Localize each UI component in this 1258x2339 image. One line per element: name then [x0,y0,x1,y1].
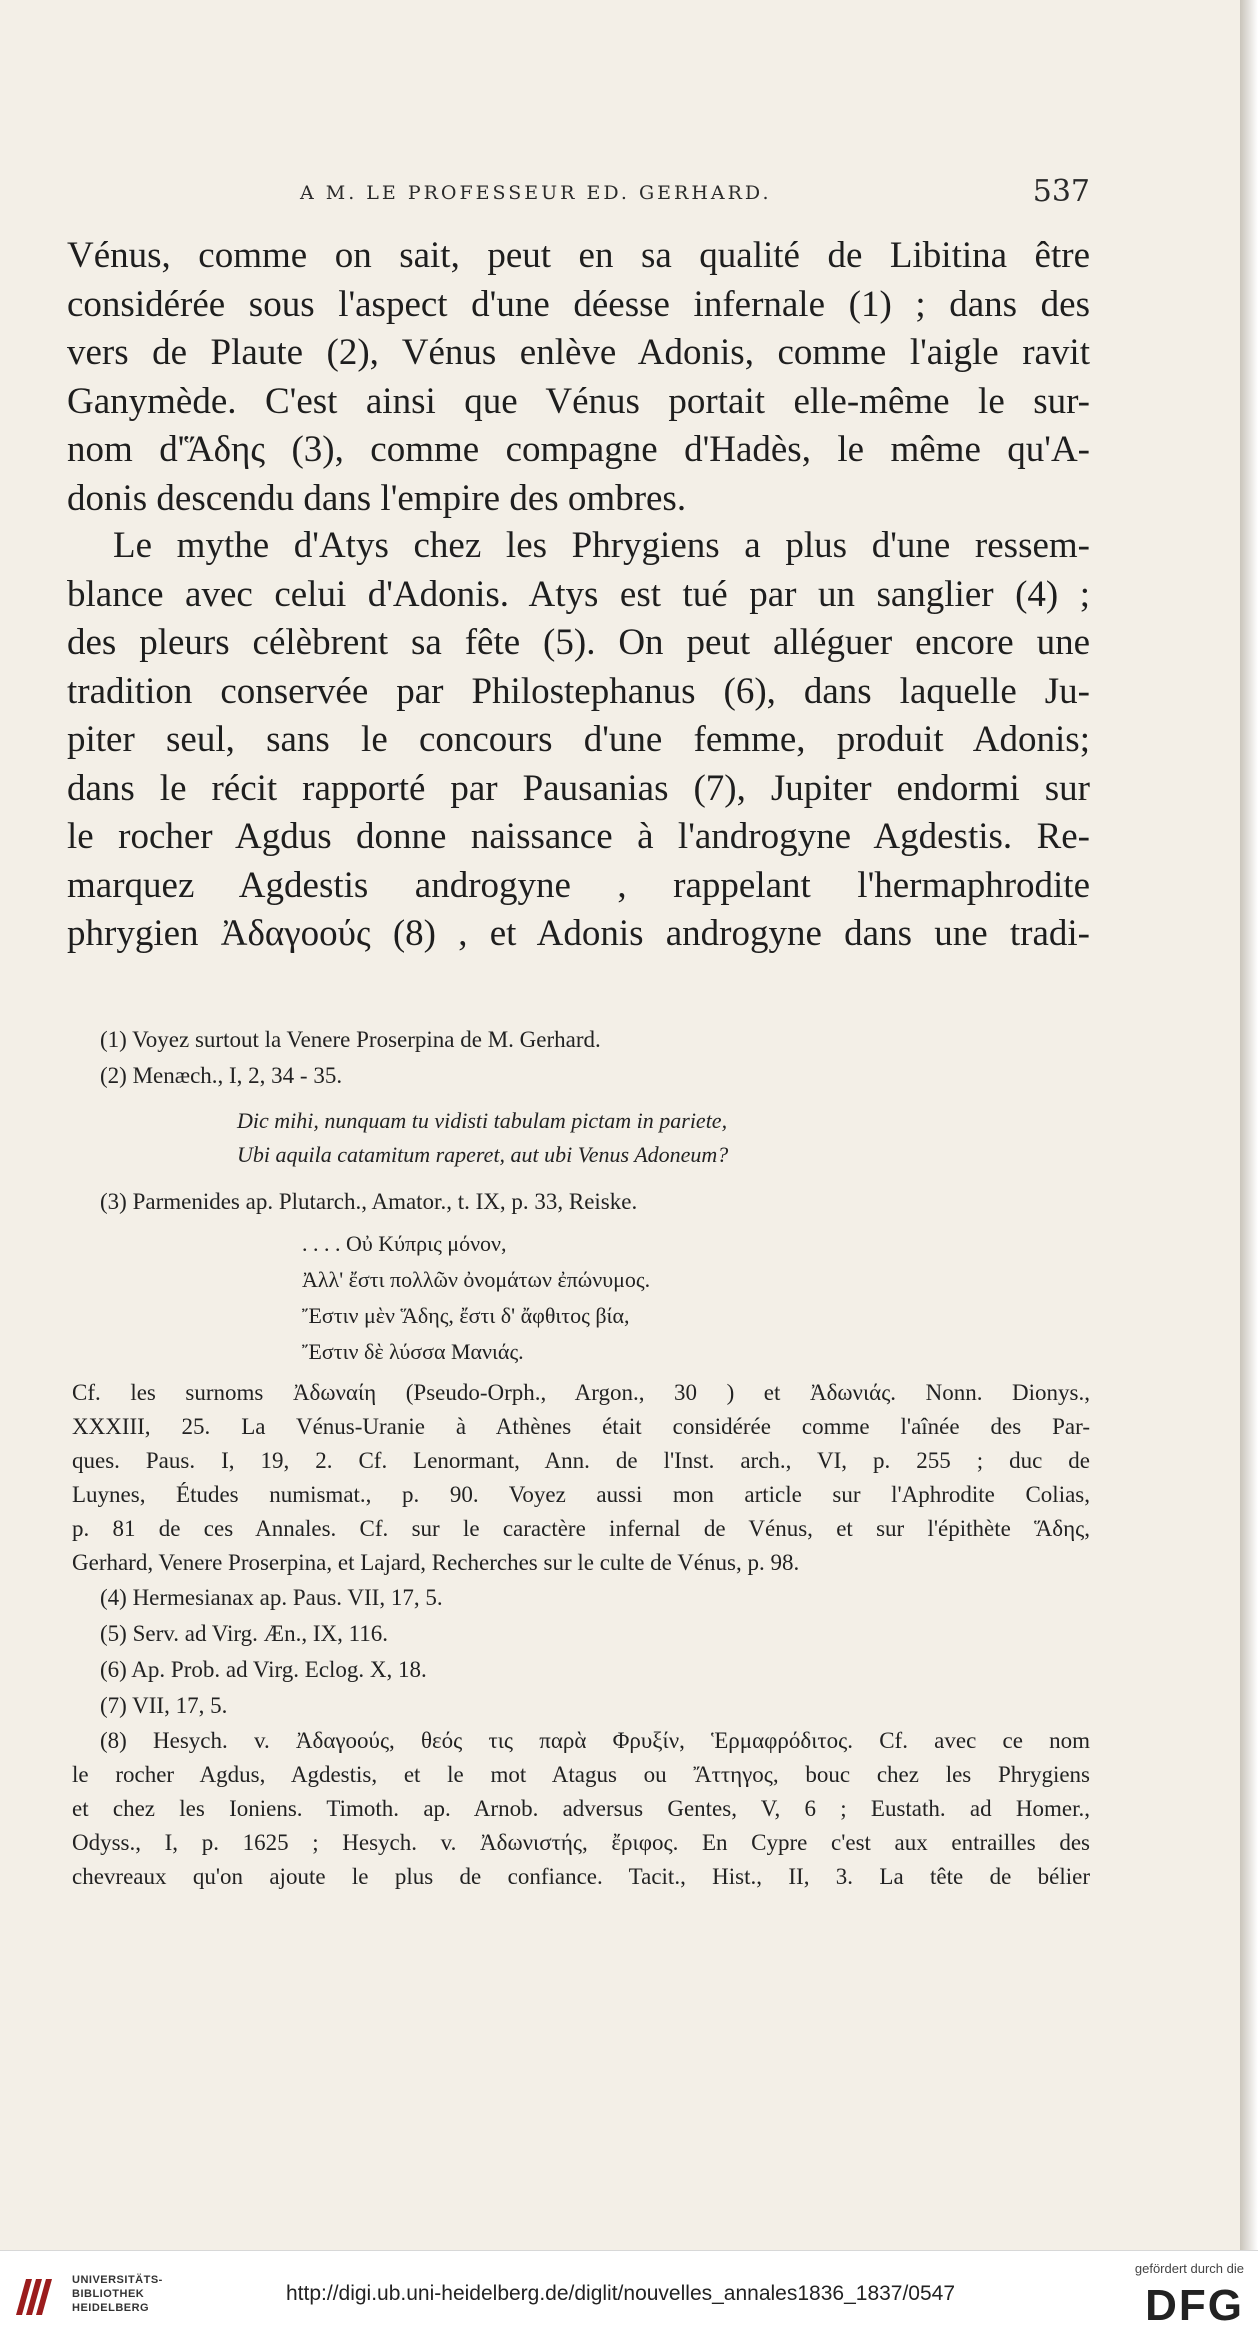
text-line: Ganymède. C'est ainsi que Vénus portait elle-même le sur- [67,380,1090,422]
footnote-3-continuation: Gerhard, Venere Proserpina, et Lajard, Recherches sur le culte de Vénus, p. 98. [72,1550,800,1575]
verse-line: Dic mihi, nunquam tu vidisti tabulam pictam in pariete, [237,1108,728,1133]
text-line: piter seul, sans le concours d'une femme, produit Adonis; [67,719,1090,760]
greek-quote-line: Ἀλλ' ἔστι πολλῶν ὀνομάτων ἐπώνυμος. [302,1267,651,1292]
paragraph-2 [67,522,1090,959]
footnote-3-continuation: Luynes, Études numismat., p. 90. Voyez aussi mon article sur l'Aphrodite Colias, [72,1482,1090,1507]
text-line: Vénus, comme on sait, peut en sa qualité de Libitina être [67,235,1090,276]
text-line: marquez Agdestis androgyne , rappelant l'hermaphrodite [67,864,1090,906]
greek-quote-line: . . . . Οὐ Κύπρις μόνον, [302,1231,507,1256]
footnote-4: (4) Hermesianax ap. Paus. VII, 17, 5. [100,1585,443,1610]
footnote-3-continuation: Cf. les surnoms Ἀδωναίη (Pseudo-Orph., Argon., 30 ) et Ἀδωνιάς. Nonn. Dionys., [72,1380,1090,1405]
footnote-6: (6) Ap. Prob. ad Virg. Eclog. X, 18. [100,1657,427,1682]
footnotes [72,1022,1090,1894]
university-library-logo-icon [12,2273,58,2319]
text-line: tradition conservée par Philostephanus (6), dans laquelle Ju- [67,670,1090,712]
greek-quote-line: Ἔστιν μὲν Ἅδης, ἔστι δ' ἄφθιτος βία, [302,1303,630,1328]
footnote-2: (2) Menæch., I, 2, 34 - 35. [100,1063,343,1088]
text-line: considérée sous l'aspect d'une déesse infernale (1) ; dans des [67,283,1090,325]
text-line: vers de Plaute (2), Vénus enlève Adonis, comme l'aigle ravit [67,332,1090,373]
permalink-url[interactable]: http://digi.ub.uni-heidelberg.de/diglit/nouvelles_annales1836_1837/0547 [286,2282,956,2305]
text-line: des pleurs célèbrent sa fête (5). On peut alléguer encore une [67,622,1090,663]
viewer-footer [0,2250,1258,2339]
footnote-8-continuation: le rocher Agdus, Agdestis, et le mot Atagus ou Ἄττηγος, bouc chez les Phrygiens [72,1762,1090,1787]
text-line: dans le récit rapporté par Pausanias (7), Jupiter endormi sur [67,767,1090,809]
library-name-line: BIBLIOTHEK [72,2288,145,2300]
library-name-line: UNIVERSITÄTS- [72,2274,163,2286]
running-title: A M. LE PROFESSEUR ED. GERHARD. [300,182,772,204]
page-number: 537 [1032,174,1090,209]
text-line: blance avec celui d'Adonis. Atys est tué par un sanglier (4) ; [67,573,1090,615]
library-name [72,2273,163,2315]
footnote-1: (1) Voyez surtout la Venere Proserpina de M. Gerhard. [100,1027,601,1052]
footnote-3-continuation: XXXIII, 25. La Vénus-Uranie à Athènes était considérée comme l'aînée des Par- [72,1414,1090,1439]
text-line: le rocher Agdus donne naissance à l'androgyne Agdestis. Re- [67,816,1090,857]
library-name-line: HEIDELBERG [72,2302,150,2314]
text-line: Le mythe d'Atys chez les Phrygiens a plus d'une ressem- [113,525,1090,566]
dfg-logo: DFG [1145,2281,1244,2330]
text-line: nom d'Ἅδης (3), comme compagne d'Hadès, le même qu'A- [67,429,1090,470]
greek-quote-line: Ἔστιν δὲ λύσσα Μανιάς. [302,1339,524,1364]
footnote-8: (8) Hesych. v. Ἀδαγοούς, θεός τις παρὰ Φρυξίν, Ἑρμαφρόδιτος. Cf. avec ce nom [100,1728,1090,1753]
verse-line: Ubi aquila catamitum raperet, aut ubi Venus Adoneum? [237,1142,729,1167]
footnote-8-continuation: chevreaux qu'on ajoute le plus de confiance. Tacit., Hist., II, 3. La tête de bélier [72,1864,1090,1889]
footnote-7: (7) VII, 17, 5. [100,1693,228,1718]
footnote-3-continuation: ques. Paus. I, 19, 2. Cf. Lenormant, Ann. de l'Inst. arch., VI, p. 255 ; duc de [72,1448,1090,1473]
text-line: donis descendu dans l'empire des ombres. [67,477,687,519]
footnote-3-continuation: p. 81 de ces Annales. Cf. sur le caractère infernal de Vénus, et sur l'épithète Ἅδης, [72,1516,1090,1541]
footnote-5: (5) Serv. ad Virg. Æn., IX, 116. [100,1621,389,1646]
footnote-8-continuation: Odyss., I, p. 1625 ; Hesych. v. Ἀδωνιστής, ἔριφος. En Cypre c'est aux entrailles des [72,1830,1090,1855]
footnote-8-continuation: et chez les Ioniens. Timoth. ap. Arnob. adversus Gentes, V, 6 ; Eustath. ad Homer., [72,1796,1090,1821]
footnote-3: (3) Parmenides ap. Plutarch., Amator., t. IX, p. 33, Reiske. [100,1189,638,1214]
page-edge-shadow [1240,0,1258,2250]
funded-by-label: gefördert durch die [1134,2261,1244,2276]
text-line: phrygien Ἀδαγοούς (8) , et Adonis androgyne dans une tradi- [67,913,1090,954]
paragraph-1 [67,232,1090,523]
